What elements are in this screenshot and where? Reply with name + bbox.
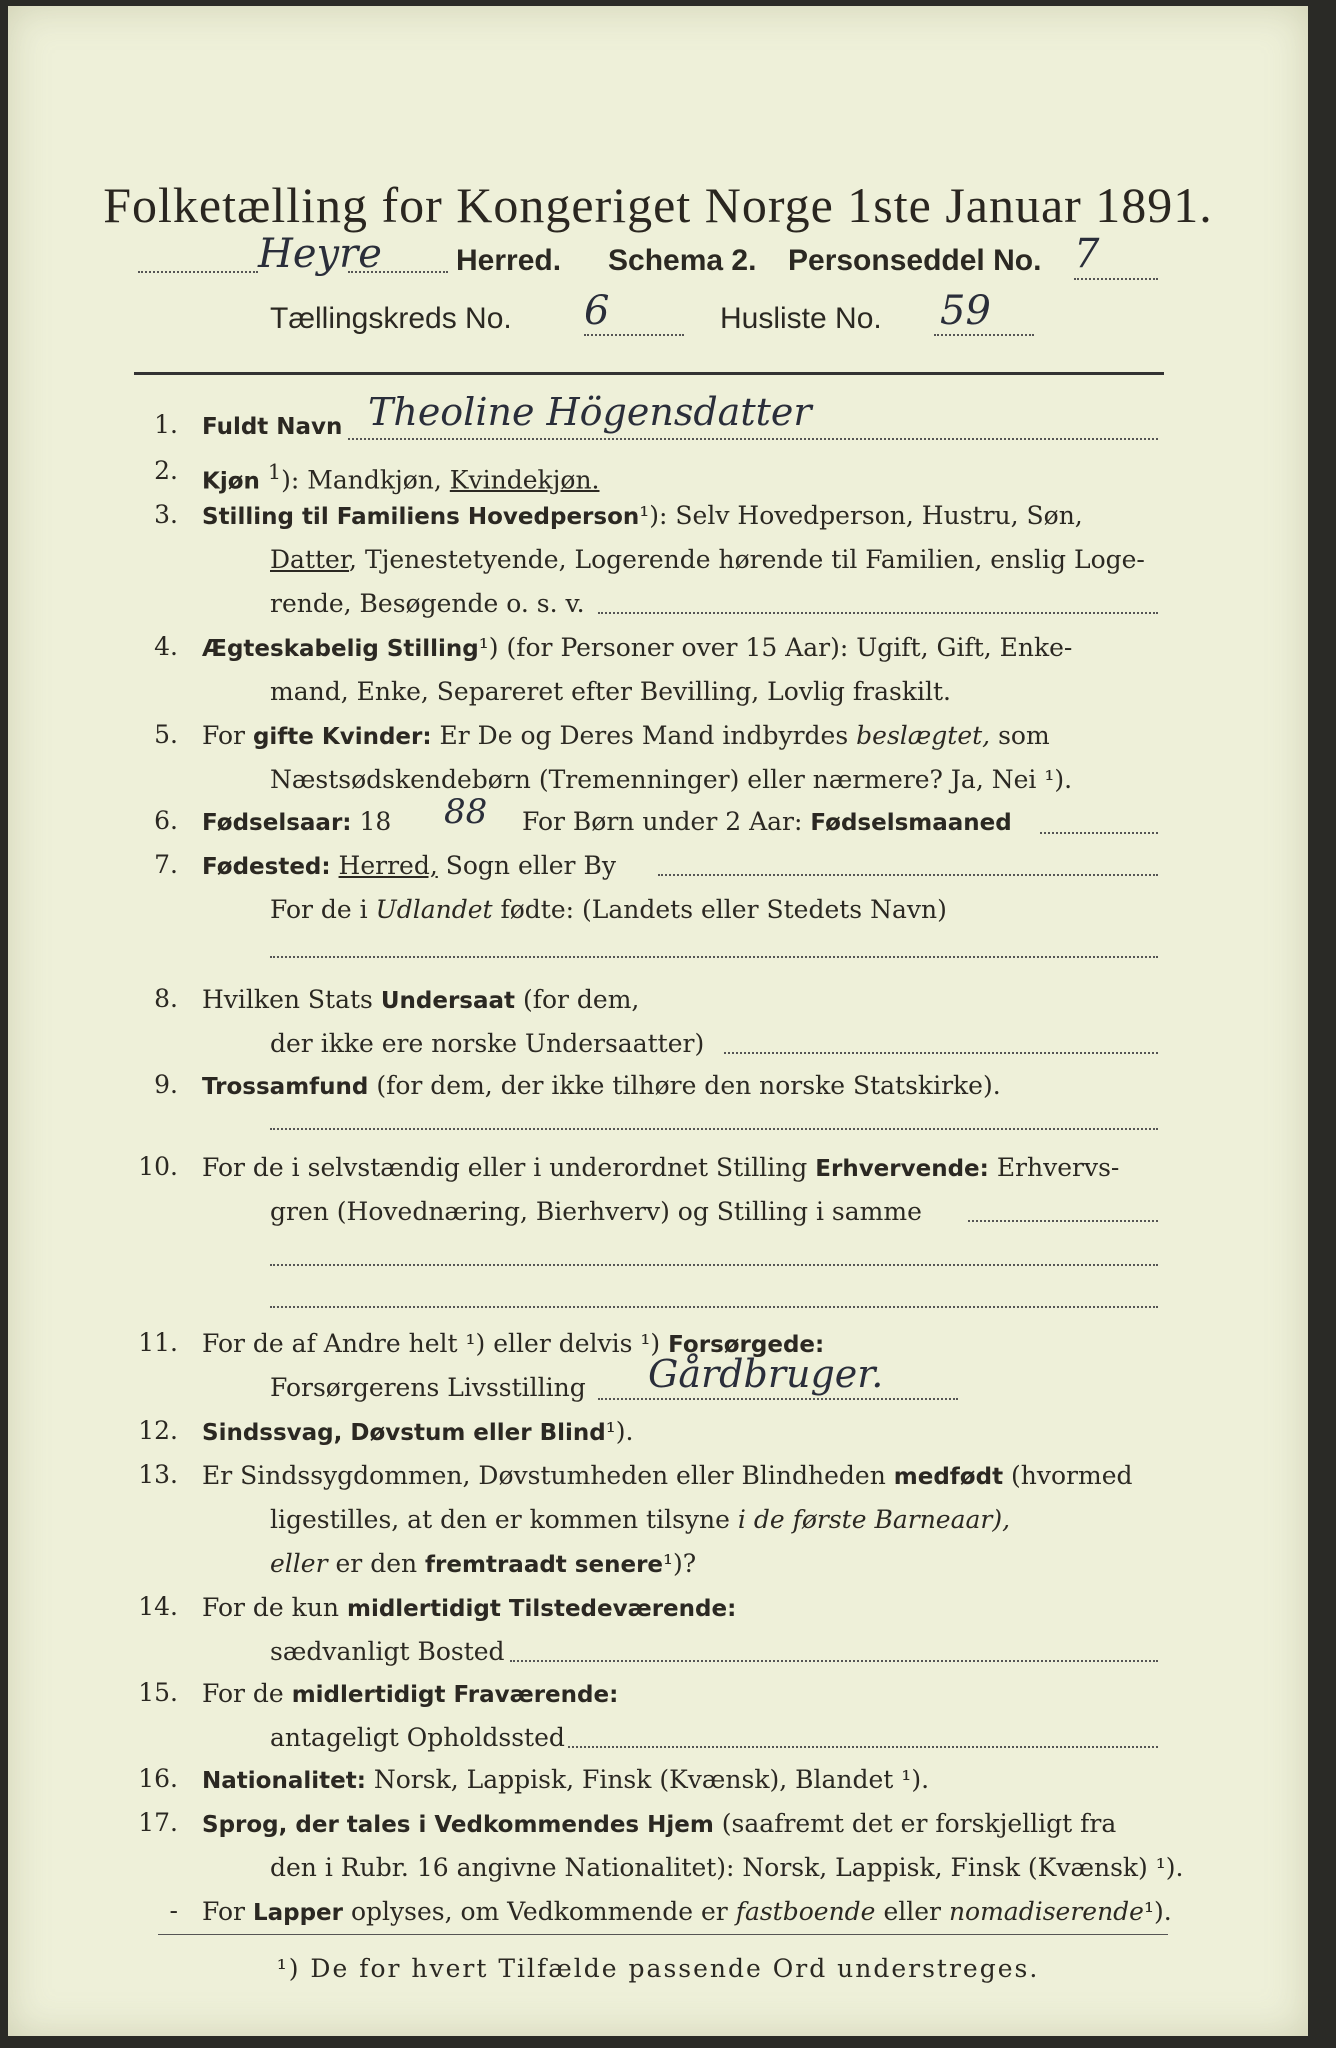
q6-mid: For Børn under 2 Aar: [522,807,803,836]
q3-label: Stilling til Familiens Hovedperson [202,504,640,530]
q13-a: Er Sindssygdommen, Døvstumheden eller Blindheden [202,1461,886,1490]
footnote-rule [158,1934,1168,1935]
q7-l2c: fødte: (Landets eller Stedets Navn) [500,895,947,924]
item-number: 6. [154,806,178,835]
q7-label: Fødested: [202,854,331,880]
q11-dotted-line [598,1398,958,1400]
herred-label: Herred. [456,244,562,277]
q18-line [202,1896,1172,1929]
census-form-sheet [8,6,1308,2036]
schema-label: Schema 2. [608,244,757,277]
q8-c: (for dem, [522,985,640,1014]
q3-dotted-line [598,612,1158,614]
q1-name-handwritten: Theoline Högensdatter [368,390,812,434]
q11-line-2: Forsørgerens Livsstilling [270,1373,586,1402]
q12-label: Sindssvag, Døvstum eller Blind [202,1420,606,1446]
q6-year-handwritten: 88 [444,792,488,832]
q13-l3d: ¹)? [663,1549,697,1578]
q13-line-3 [270,1548,696,1581]
q6-line [202,806,391,839]
item-number: 1. [154,410,178,439]
q7-dotted-line-2 [270,956,1158,958]
q11-occupation-handwritten: Gårdbruger. [648,1352,884,1396]
q18-f: nomadiserende [948,1897,1144,1926]
q18-b: Lapper [252,1900,343,1926]
q9-rest: (for dem, der ikke tilhøre den norske Statskirke). [376,1071,1001,1100]
item-number: 2. [154,456,178,485]
q5-d: beslægtet, [856,721,991,750]
item-number: 16. [138,1764,178,1793]
q14-line-2: sædvanligt Bosted [270,1637,505,1666]
q6-label-2: Fødselsmaaned [810,810,1012,836]
q6-line-2 [522,806,1012,839]
item-number: 14. [138,1592,178,1621]
q2-rest: ): Mandkjøn, [281,465,442,495]
item-number: 12. [138,1416,178,1445]
q10-b: Erhvervende: [815,1156,989,1182]
q4-line-2: mand, Enke, Separeret efter Bevilling, Lovlig fraskilt. [270,677,951,706]
q10-a: For de i selvstændig eller i underordnet Stilling [202,1153,808,1182]
q1-label [202,410,342,443]
item-number: 3. [154,500,178,529]
q16-label: Nationalitet: [202,1768,366,1794]
q16-line [202,1764,929,1797]
q3-rest: ¹): Selv Hovedperson, Hustru, Søn, [639,501,1083,530]
q4-line-1 [202,632,1072,665]
q18-e: eller [883,1897,941,1926]
q11-a: For de af Andre helt ¹) eller delvis ¹) [202,1329,661,1358]
q9-dotted-line [270,1128,1158,1130]
q18-a: For [202,1897,245,1926]
q6-label: Fødselsaar: [202,810,352,836]
q2-label: Kjøn [202,468,260,495]
q1-dotted-line [348,438,1158,440]
q8-b: Undersaat [380,988,516,1014]
q10-dotted-line-2 [270,1264,1158,1266]
q9-line [202,1070,1001,1103]
item-number: 9. [154,1070,178,1099]
q13-l2a: ligestilles, at den er kommen tilsyne [270,1505,730,1534]
q8-line-1 [202,984,639,1017]
q10-dotted-line-3 [270,1306,1158,1308]
herred-dotted-line-2 [348,271,448,273]
q12-rest: ¹). [605,1417,634,1446]
q7-rest: Sogn eller By [445,851,616,880]
q18-g: ¹). [1143,1897,1172,1926]
q14-b: midlertidigt Tilstedeværende: [346,1596,737,1622]
q2-selected-option: Kvindekjøn. [449,465,600,495]
q3-selected-option: Datter [270,545,350,574]
q16-rest: Norsk, Lappisk, Finsk (Kvænsk), Blandet ¹). [373,1765,930,1794]
personseddel-label: Personseddel No. [788,244,1042,277]
q7-line-1 [202,850,616,883]
kreds-dotted-line [584,334,684,336]
q5-line-1 [202,720,1050,753]
q12-line [202,1416,634,1449]
q13-l3b: er den [335,1549,418,1578]
q7-l2a: For de i [270,895,368,924]
husliste-dotted-line [934,334,1034,336]
q13-b: medfødt [893,1464,1004,1490]
q8-dotted-line [724,1052,1158,1054]
item-number: 4. [154,632,178,661]
q2-line [202,456,600,497]
q4-rest: ¹) (for Personer over 15 Aar): Ugift, Gift, Enke- [478,633,1073,662]
q13-l3c: fremtraadt senere [425,1552,664,1578]
q14-a: For de kun [202,1593,340,1622]
q5-line-2: Næstsødskendebørn (Tremenninger) eller nærmere? Ja, Nei ¹). [270,765,1073,794]
q6-dotted-line [1040,832,1158,834]
q5-c: Er De og Deres Mand indbyrdes [439,721,849,750]
item-number: 17. [138,1808,178,1837]
q13-l2b: i de første Barneaar), [737,1505,1011,1534]
item-number: 8. [154,984,178,1013]
q7-selected-option: Herred, [338,851,438,880]
personseddel-dotted-line [1074,278,1158,280]
q18-d: fastboende [735,1897,876,1926]
q10-line-1 [202,1152,1119,1185]
item-number: 7. [154,850,178,879]
footnote: ¹) De for hvert Tilfælde passende Ord understreges. [276,1954,1040,1983]
q18-c: oplyses, om Vedkommende er [350,1897,728,1926]
kreds-handwritten: 6 [584,288,610,334]
q8-a: Hvilken Stats [202,985,373,1014]
q15-line-1 [202,1678,618,1711]
form-title: Folketælling for Kongeriget Norge 1ste Januar 1891. [103,177,1213,233]
q10-c: Erhvervs- [996,1153,1120,1182]
header-rule [134,372,1164,375]
q1-label-text: Fuldt Navn [202,414,343,440]
q10-line-2: gren (Hovednæring, Bierhverv) og Stilling i samme [270,1197,922,1226]
q3-l2-rest: , Tjenestetyende, Logerende hørende til Familien, enslig Loge- [349,545,1145,574]
q2-sup: 1 [267,460,282,484]
q13-l3a: eller [270,1549,328,1578]
q17-rest: (saafremt det er forskjelligt fra [721,1809,1117,1838]
q14-dotted-line [510,1660,1158,1662]
q13-line-2 [270,1504,1010,1536]
q13-line-1 [202,1460,1133,1493]
q14-line-1 [202,1592,736,1625]
q17-label: Sprog, der tales i Vedkommendes Hjem [202,1812,714,1838]
q15-line-2: antageligt Opholdssted [270,1723,565,1752]
q5-e: som [998,721,1050,750]
kreds-label: Tællingskreds No. [270,302,512,335]
item-number: 10. [138,1152,178,1181]
q15-a: For de [202,1679,284,1708]
q8-line-2: der ikke ere norske Undersaatter) [270,1029,705,1058]
husliste-handwritten: 59 [940,288,991,334]
q10-dotted-line [968,1220,1158,1222]
herred-dotted-line [138,271,258,273]
q5-a: For [202,721,245,750]
herred-handwritten: Heyre [258,231,382,277]
q7-l2b: Udlandet [375,895,493,924]
q13-c: (hvormed [1011,1461,1133,1490]
q4-label: Ægteskabelig Stilling [202,636,479,662]
q9-label: Trossamfund [202,1074,369,1100]
item-number: 15. [138,1678,178,1707]
q6-prefix: 18 [359,807,392,836]
q15-b: midlertidigt Fraværende: [291,1682,619,1708]
q17-line-2: den i Rubr. 16 angivne Nationalitet): Norsk, Lappisk, Finsk (Kvænsk) ¹). [270,1853,1184,1882]
q15-dotted-line [568,1746,1158,1748]
item-number: 13. [138,1460,178,1489]
q5-b: gifte Kvinder: [252,724,432,750]
husliste-label: Husliste No. [720,302,882,335]
q7-dotted-line [658,874,1158,876]
personseddel-handwritten: 7 [1074,231,1100,277]
item-number: 5. [154,720,178,749]
q3-line-1 [202,500,1083,533]
q7-line-2 [270,894,947,926]
q11-b: Forsørgede: [668,1332,825,1358]
item-number: 11. [138,1328,178,1357]
q3-line-2 [270,544,1145,576]
q3-line-3: rende, Besøgende o. s. v. [270,589,585,618]
item-number: - [169,1896,178,1925]
q17-line-1 [202,1808,1116,1841]
